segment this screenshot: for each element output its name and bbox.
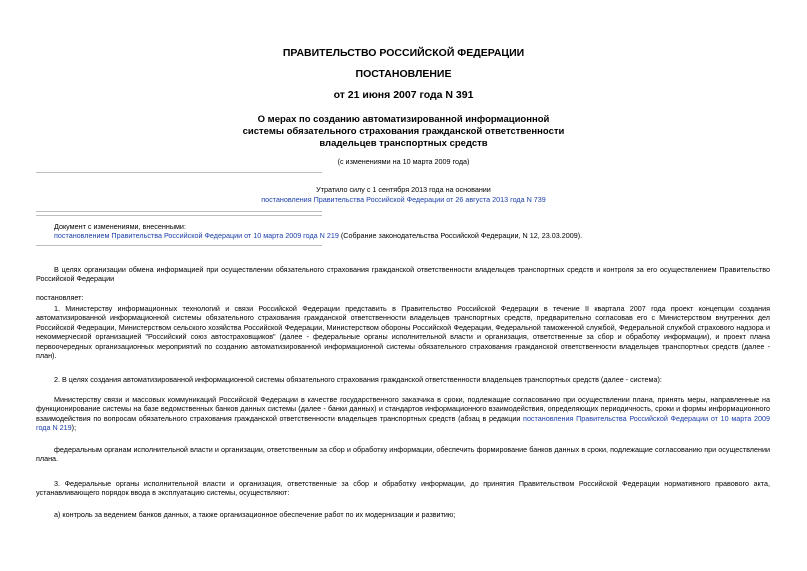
paragraph-3a: а) контроль за ведением банков данных, а также организационное обеспечение работ по их модернизации и развитию; [54,510,456,519]
divider [36,215,322,216]
title-line: О мерах по созданию автоматизированной информационной [257,114,550,125]
amendments-line [54,231,774,240]
document-title [0,114,807,150]
amendments-block [54,222,774,241]
amendment-decree-link[interactable]: постановлением Правительства Российской Федерации от 10 марта 2009 года N 219 [54,231,339,241]
paragraph-3: 3. Федеральные органы исполнительной власти и организация, ответственные за сбор и обработку информации, до принятия Правительством Российской Федерации нормативного правового акта, устанавливающего порядок ввода в эксплуатацию системы, осуществляют: [36,479,770,498]
government-heading: ПРАВИТЕЛЬСТВО РОССИЙСКОЙ ФЕДЕРАЦИИ [282,47,525,59]
amendment-source: (Собрание законодательства Российской Федерации, N 12, 23.03.2009). [338,231,583,241]
divider [36,245,322,246]
divider [36,172,322,173]
expired-note: Утратило силу с 1 сентября 2013 года на основании [316,185,491,194]
expired-link-line [0,195,807,204]
paragraph-2a-tail: ); [71,423,77,433]
decrees-word: постановляет: [36,293,84,302]
title-line: владельцев транспортных средств [319,138,488,149]
expired-decree-link[interactable]: постановления Правительства Российской Федерации от 26 августа 2013 года N 739 [261,195,546,204]
title-line: системы обязательного страхования гражданской ответственности [242,126,565,137]
paragraph-2: 2. В целях создания автоматизированной информационной системы обязательного страхования гражданской ответственности владельцев транспортных средств (далее - система): [54,375,662,384]
doc-type-heading: ПОСТАНОВЛЕНИЕ [355,68,452,80]
paragraph-2a-decree-link[interactable]: постановления Правительства Российской Федерации от 10 марта 2009 года N 219 [36,413,771,433]
paragraph-2a-text: Министерству связи и массовых коммуникаций Российской Федерации в качестве государственного заказчика в сроки, подлежащие согласованию при осуществлении плана, принять меры, направленные на функционирование системы на базе ведомственных банков данных системы (далее - банки данных) и стандартов информационного взаимодействия, определяющих периодичность, сроки и формы информационного взаимодействия по вопросам обязательного страхования гражданской ответственности владельцев транспортных средств (абзац в редакции [36,395,770,423]
amended-note: (с изменениями на 10 марта 2009 года) [337,157,470,166]
date-number-heading: от 21 июня 2007 года N 391 [333,89,474,101]
intro-paragraph: В целях организации обмена информацией при осуществлении обязательного страхования гражданской ответственности владельцев транспортных средств и контроля за его осуществлением Правительство Российской Федерации [36,265,770,284]
divider [36,211,322,212]
paragraph-2b: федеральным органам исполнительной власти и организации, ответственным за сбор и обработку информации, обеспечить формирование банков данных в сроки, подлежащие согласованию при осуществлении плана. [36,445,770,464]
amendments-label: Документ с изменениями, внесенными: [54,222,186,231]
paragraph-2a [36,395,770,433]
paragraph-1: 1. Министерству информационных технологий и связи Российской Федерации представить в Правительство Российской Федерации в течение II квартала 2007 года проект концепции создания автоматизированной информационной системы обязательного страхования гражданской ответственности владельцев транспортных средств, предварительно согласовав его с Министерством внутренних дел Российской Федерации, Министерством сельского хозяйства Российской Федерации, Министерством обороны Российской Федерации, Федеральной таможенной службой, Федеральной службой страхового надзора и некоммерческой организацией "Российский союз автостраховщиков" (далее - федеральные органы исполнительной власти и организация, ответственные за сбор и обработку информации), и проект плана первоочередных организационных мероприятий по созданию автоматизированной информационной системы обязательного страхования гражданской ответственности владельцев транспортных средств (далее - план). [36,304,770,361]
